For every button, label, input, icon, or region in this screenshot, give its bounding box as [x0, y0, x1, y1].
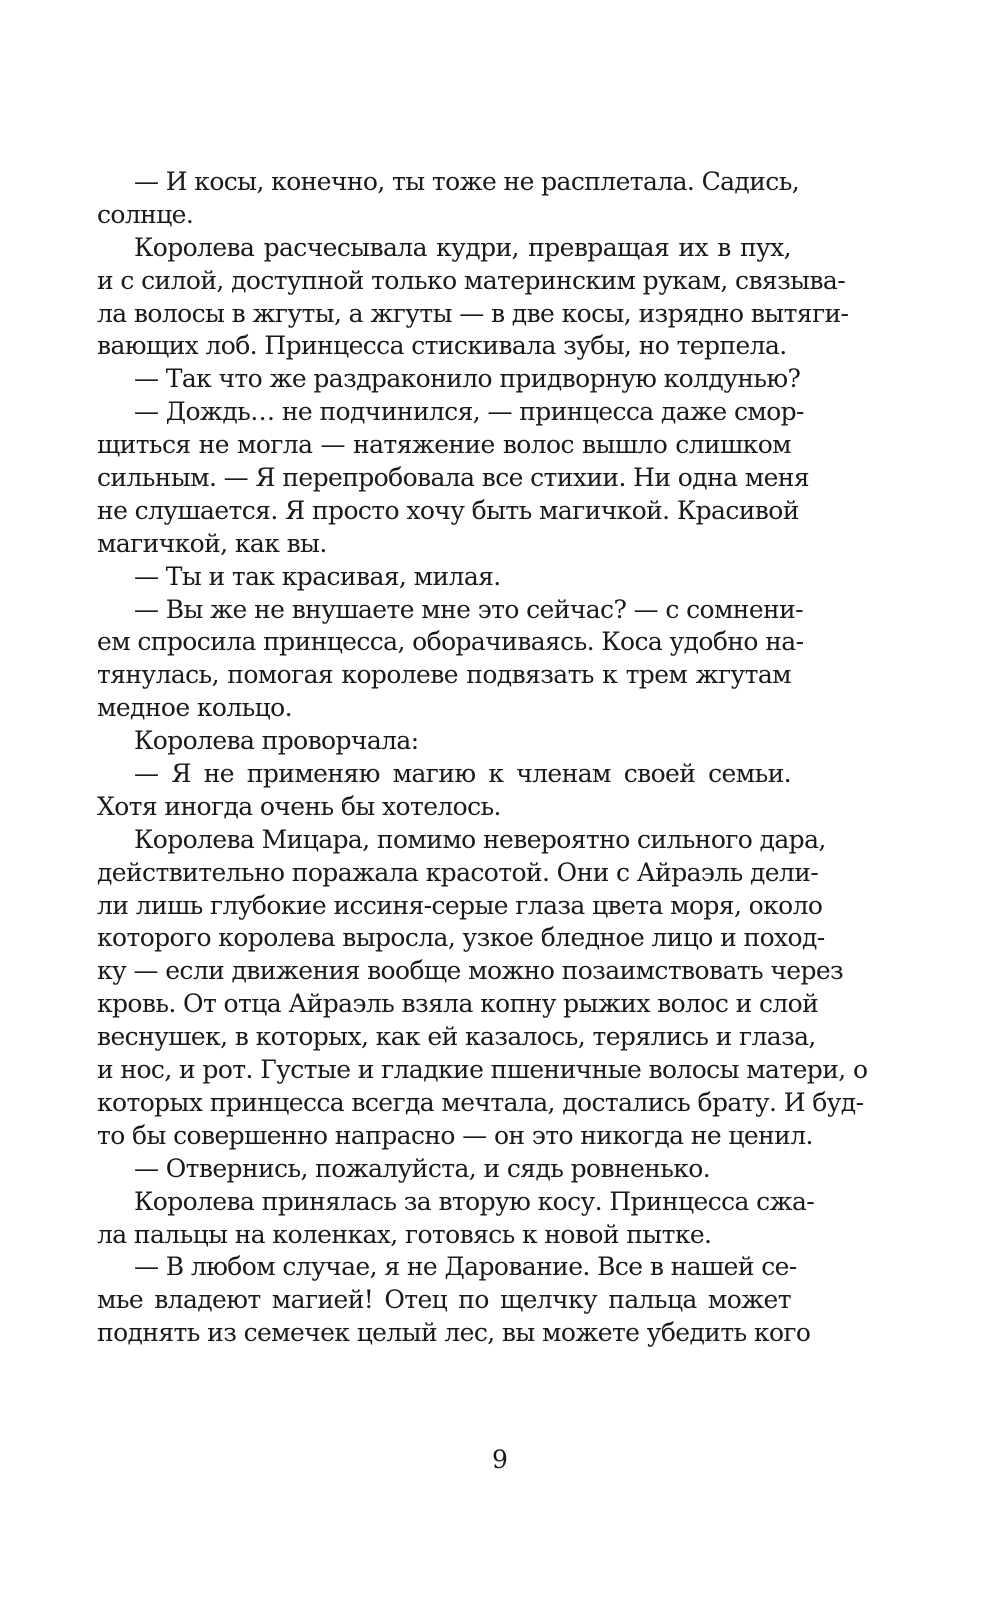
text-line: ку — если движения вообще можно позаимствовать через [97, 956, 844, 986]
text-line: поднять из семечек целый лес, вы можете убедить кого [97, 1318, 811, 1348]
text-line: вающих лоб. Принцесса стискивала зубы, но терпела. [97, 331, 787, 361]
text-line: — Отвернись, пожалуйста, и сядь ровненько. [134, 1153, 711, 1183]
text-line: Хотя иногда очень бы хотелось. [97, 791, 501, 821]
body-text [97, 166, 868, 1350]
text-line: ла пальцы на коленках, готовясь к новой пытке. [97, 1219, 712, 1249]
text-line: медное кольцо. [97, 693, 292, 723]
text-line: — В любом случае, я не Дарование. Все в нашей се- [134, 1252, 797, 1282]
text-line: кровь. От отца Айраэль взяла копну рыжих волос и слой [97, 989, 819, 1019]
text-line: не слушается. Я просто хочу быть магичкой. Красивой [97, 495, 799, 525]
text-line: веснушек, в которых, как ей казалось, терялись и глаза, [97, 1022, 816, 1052]
text-line: ем спросила принцесса, оборачиваясь. Коса удобно на- [97, 627, 804, 657]
text-line: — Я не применяю магию к членам своей семьи. [134, 759, 791, 789]
text-line: — Дождь… не подчинился, — принцесса даже смор- [134, 397, 804, 427]
text-line: Королева Мицара, помимо невероятно сильного дара, [134, 824, 826, 854]
text-line: Королева расчесывала кудри, превращая их в пух, [134, 232, 791, 262]
text-line: — И косы, конечно, ты тоже не расплетала. Садись, [134, 167, 800, 196]
text-line: магичкой, как вы. [97, 528, 327, 558]
text-line: действительно поражала красотой. Они с Айраэль дели- [97, 857, 819, 887]
text-line: Королева принялась за вторую косу. Принцесса сжа- [134, 1186, 815, 1216]
text-line: сильным. — Я перепробовала все стихии. Ни одна меня [97, 463, 810, 493]
text-line: щиться не могла — натяжение волос вышло слишком [97, 430, 791, 460]
text-line: которого королева выросла, узкое бледное лицо и поход- [97, 923, 825, 953]
text-line: и с силой, доступной только материнским рукам, связыва- [97, 265, 846, 295]
text-line: ли лишь глубокие иссиня-серые глаза цвета моря, около [97, 890, 823, 920]
text-line: — Так что же раздраконило придворную колдунью? [134, 364, 801, 394]
text-line: мье владеют магией! Отец по щелчку пальца может [97, 1285, 791, 1315]
page-number: 9 [492, 1445, 508, 1474]
text-line: солнце. [97, 199, 194, 229]
text-line: ла волосы в жгуты, а жгуты — в две косы, изрядно вытяги- [97, 298, 849, 328]
text-line: которых принцесса всегда мечтала, достались брату. И буд- [97, 1087, 864, 1117]
text-line: Королева проворчала: [134, 726, 419, 756]
text-line: — Ты и так красивая, милая. [134, 561, 501, 591]
text-line: тянулась, помогая королеве подвязать к трем жгутам [97, 660, 791, 690]
text-line: то бы совершенно напрасно — он это никогда не ценил. [97, 1120, 813, 1150]
text-line: и нос, и рот. Густые и гладкие пшеничные волосы матери, о [97, 1055, 868, 1085]
text-line: — Вы же не внушаете мне это сейчас? — с сомнени- [134, 594, 804, 624]
